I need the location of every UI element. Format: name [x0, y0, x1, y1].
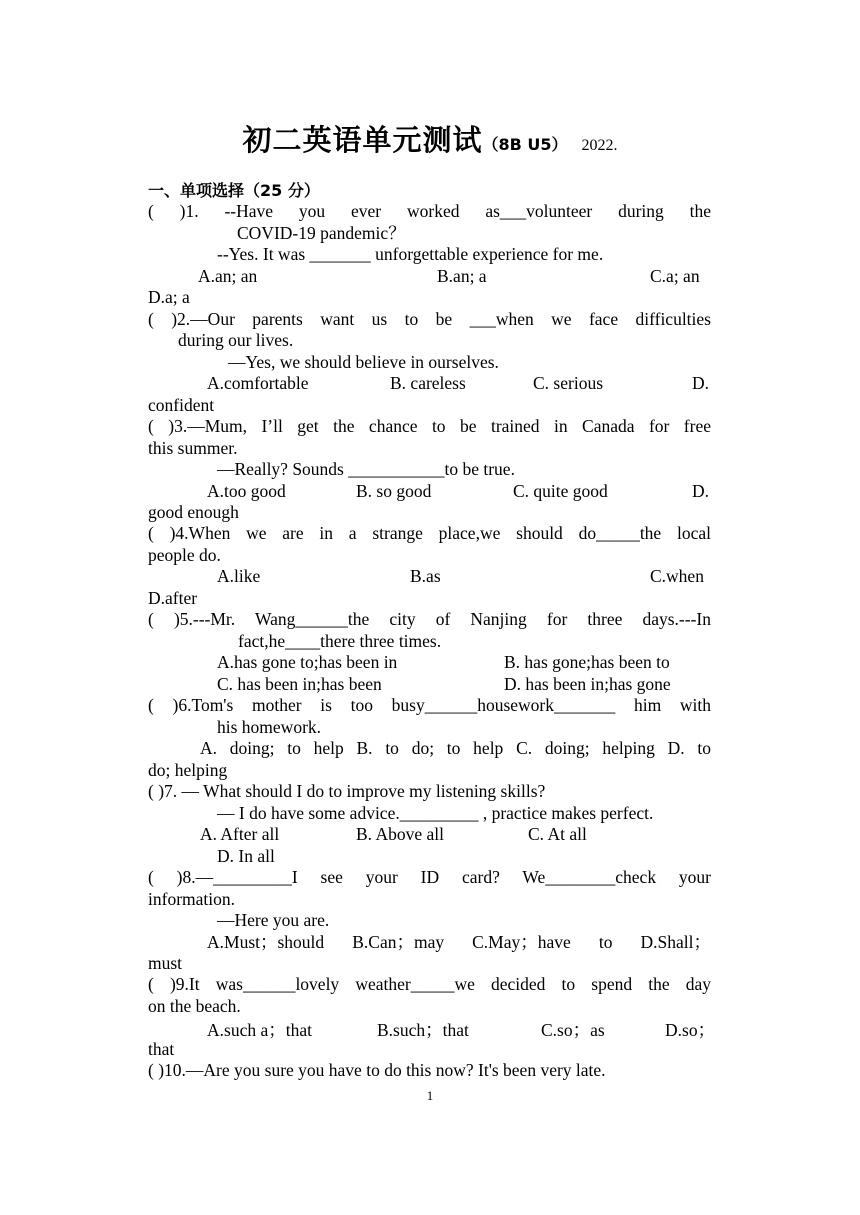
title-unit: （8B U5） [482, 135, 568, 154]
question-1-option-c: C.a; an [650, 266, 700, 286]
question-3-line-2: this summer. [148, 438, 238, 458]
question-3-option-a: A.too good [207, 481, 286, 501]
question-2-line-3: —Yes, we should believe in ourselves. [228, 352, 499, 372]
question-10-line-1: ( )10.—Are you sure you have to do this now? It's been very late. [148, 1060, 606, 1080]
question-8-option-d-text: must [148, 953, 183, 973]
question-7-option-b: B. Above all [356, 824, 444, 844]
question-9-option-d: D.so； [665, 1020, 716, 1040]
question-7-line-1: ( )7. — What should I do to improve my listening skills? [148, 781, 546, 801]
section-heading: 一、单项选择（25 分） [148, 181, 320, 200]
question-4-line-1: ( )4.When we are in a strange place,we should do_____the local [148, 523, 711, 543]
question-9-line-2: on the beach. [148, 996, 241, 1016]
question-4-option-c: C.when [650, 566, 704, 586]
question-3-option-d: D. [692, 481, 710, 501]
question-7-option-c: C. At all [528, 824, 587, 844]
question-4-option-b: B.as [410, 566, 441, 586]
question-2-option-c: C. serious [533, 373, 603, 393]
question-4-option-d: D.after [148, 588, 198, 608]
question-1-line-1: ( )1. --Have you ever worked as___volunteer during the [148, 201, 711, 221]
question-2-option-b: B. careless [390, 373, 466, 393]
question-5-line-2: fact,he____there three times. [238, 631, 442, 651]
page-number: 1 [426, 1088, 434, 1103]
question-4-option-a: A.like [217, 566, 261, 586]
page-title [0, 118, 860, 159]
question-2-line-2: during our lives. [178, 330, 294, 350]
question-9-option-a: A.such a；that [207, 1020, 312, 1040]
question-3-option-b: B. so good [356, 481, 432, 501]
question-5-option-b: B. has gone;has been to [504, 652, 670, 672]
question-3-option-d-text: good enough [148, 502, 239, 522]
question-9-line-1: ( )9.It was______lovely weather_____we decided to spend the day [148, 974, 711, 994]
question-8-line-2: information. [148, 889, 235, 909]
question-2-line-1: ( )2.—Our parents want us to be ___when we face difficulties [148, 309, 711, 329]
question-5-option-a: A.has gone to;has been in [217, 652, 398, 672]
question-1-option-a: A.an; an [198, 266, 258, 286]
question-2-option-d: D. [692, 373, 710, 393]
question-6-line-2: his homework. [217, 717, 322, 737]
question-8-line-1: ( )8.—_________I see your ID card? We________check your [148, 867, 711, 887]
question-7-option-d: D. In all [217, 846, 275, 866]
question-1-option-b: B.an; a [437, 266, 487, 286]
question-5-line-1: ( )5.---Mr. Wang______the city of Nanjing for three days.---In [148, 609, 711, 629]
question-8-options: A.Must；should B.Can；may C.May；have to D.Shall； [207, 932, 711, 952]
question-1-line-3: --Yes. It was _______ unforgettable experience for me. [217, 244, 604, 264]
question-3-line-1: ( )3.—Mum, I’ll get the chance to be trained in Canada for free [148, 416, 711, 436]
title-year: 2022. [581, 137, 618, 154]
question-3-option-c: C. quite good [513, 481, 608, 501]
question-9-option-d-text: that [148, 1039, 175, 1059]
question-2-option-a: A.comfortable [207, 373, 309, 393]
question-5-option-c: C. has been in;has been [217, 674, 382, 694]
question-4-line-2: people do. [148, 545, 221, 565]
title-main: 初二英语单元测试 [242, 123, 483, 157]
question-9-option-b: B.such；that [377, 1020, 469, 1040]
question-6-line-1: ( )6.Tom's mother is too busy______housework_______ him with [148, 695, 711, 715]
question-7-line-2: — I do have some advice._________ , practice makes perfect. [217, 803, 654, 823]
question-6-option-d-text: do; helping [148, 760, 228, 780]
question-2-option-d-text: confident [148, 395, 215, 415]
question-8-line-3: —Here you are. [217, 910, 330, 930]
question-1-option-d: D.a; a [148, 287, 190, 307]
question-9-option-c: C.so；as [541, 1020, 605, 1040]
question-5-option-d: D. has been in;has gone [504, 674, 671, 694]
question-6-options: A. doing; to help B. to do; to help C. doing; helping D. to [200, 738, 711, 758]
question-1-line-2: COVID-19 pandemic？ [237, 223, 406, 243]
question-3-line-3: —Really? Sounds ___________to be true. [217, 459, 515, 479]
question-7-option-a: A. After all [200, 824, 280, 844]
